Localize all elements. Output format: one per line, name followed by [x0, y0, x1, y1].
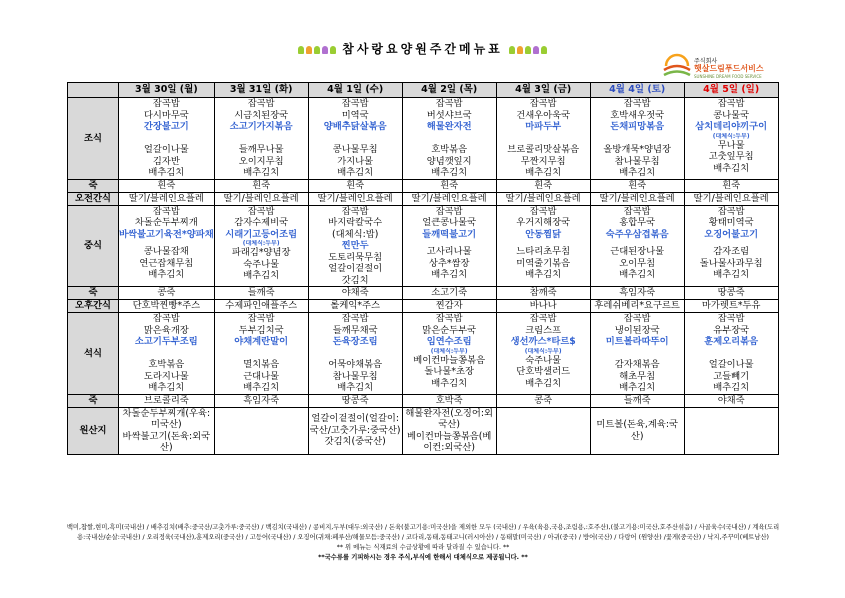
menu-item: 잡곡밥	[435, 98, 463, 109]
menu-item: 배추김치	[525, 377, 562, 389]
menu-item: 임연수조림	[426, 336, 472, 347]
menu-item: 배추김치	[713, 269, 750, 280]
menu-item: 마파두부	[525, 121, 562, 132]
row-label-porridge2: 죽	[68, 287, 119, 300]
menu-cell: 찐감자	[402, 300, 496, 313]
row-label-origin: 원산지	[68, 407, 119, 454]
menu-item	[591, 133, 684, 145]
menu-item: 숙주나물	[243, 258, 280, 270]
menu-cell: 바나나	[496, 300, 590, 313]
menu-cell: 흑임자죽	[214, 394, 308, 407]
menu-item: 오이지무침	[238, 155, 284, 167]
menu-cell: 참깨죽	[496, 287, 590, 300]
menu-cell: 땅콩죽	[684, 287, 778, 300]
origin-cell: 미트볼(돈육,계육:국산)	[590, 407, 684, 454]
menu-item	[685, 348, 778, 360]
menu-item: 잡곡밥	[247, 205, 275, 217]
menu-item: 배추김치	[337, 167, 374, 178]
meal-row-snack1	[68, 192, 779, 205]
menu-cell	[402, 205, 496, 287]
origin-row	[68, 407, 779, 454]
menu-item: 바지락칼국수	[328, 217, 383, 228]
menu-item: 배추김치	[243, 382, 280, 393]
substitute-note: (대체식:두부)	[712, 132, 750, 140]
menu-item: 잡곡밥	[529, 205, 557, 217]
menu-item: 배추김치	[431, 377, 468, 389]
menu-cell: 콩죽	[496, 394, 590, 407]
notice-text: ** 위 메뉴는 식재료의 수급상황에 따라 달라질 수 있습니다. **	[336, 544, 510, 551]
menu-item: 냉이된장국	[614, 324, 660, 336]
menu-item: 어묵야채볶음	[328, 359, 383, 370]
menu-cell: 딸기/블레인요플레	[119, 192, 215, 205]
menu-cell	[308, 98, 402, 180]
menu-item: 감자조림	[713, 246, 750, 257]
menu-cell	[590, 205, 684, 287]
menu-item	[309, 133, 402, 145]
menu-item: 도토리묵무침	[328, 251, 383, 263]
menu-item: 무나물	[717, 139, 745, 151]
menu-item	[591, 348, 684, 360]
menu-cell: 마가렛트*두유	[684, 300, 778, 313]
menu-cell: 흰죽	[684, 179, 778, 192]
menu-item: 삼치데리야끼구이	[695, 121, 768, 132]
menu-item: (대체식:밥)	[332, 228, 379, 240]
menu-item: 돈육장조림	[332, 336, 378, 347]
menu-item: 얼갈이겉절이	[328, 263, 383, 274]
menu-item: 두부김치국	[238, 324, 284, 336]
menu-item: 잡곡밥	[152, 205, 180, 217]
menu-item: 돈채피망볶음	[610, 121, 665, 132]
menu-item: 소고기가지볶음	[229, 121, 293, 132]
menu-item: 무짠지무침	[520, 155, 566, 167]
menu-cell	[214, 205, 308, 287]
menu-item: 고춧잎무침	[708, 151, 754, 162]
menu-cell: 흰죽	[119, 179, 215, 192]
flower-decoration-icon	[508, 39, 548, 58]
meal-row-snack2	[68, 300, 779, 313]
menu-cell	[590, 98, 684, 180]
menu-item: 잡곡밥	[435, 313, 463, 324]
menu-item: 호박볶음	[431, 144, 468, 155]
row-label-breakfast: 조식	[68, 98, 119, 180]
menu-item: 잡곡밥	[341, 205, 369, 217]
menu-cell: 흰죽	[308, 179, 402, 192]
menu-item: 안동찜닭	[525, 228, 562, 240]
row-label-lunch: 중식	[68, 205, 119, 287]
menu-item: 고사리나물	[426, 246, 472, 257]
menu-item: 들깨무채국	[332, 324, 378, 336]
menu-item	[215, 133, 308, 145]
menu-item: 배추김치	[148, 167, 185, 178]
row-label-snack2: 오후간식	[68, 300, 119, 313]
date-header-7: 4월 5일 (일)	[684, 83, 778, 98]
menu-cell: 흰죽	[590, 179, 684, 192]
menu-item: 돌나물사과무침	[699, 257, 763, 269]
menu-item: 배추김치	[713, 382, 750, 393]
menu-item: 배추김치	[337, 382, 374, 393]
menu-item: 들깨떡불고기	[422, 228, 477, 240]
row-label-porridge1: 죽	[68, 179, 119, 192]
menu-item: 콩나물국	[713, 109, 750, 121]
flower-decoration-icon	[297, 39, 337, 58]
menu-item: 다시마무국	[143, 109, 189, 121]
menu-cell: 흰죽	[496, 179, 590, 192]
page-title: 참사랑요양원주간메뉴표	[342, 42, 503, 56]
menu-item: 미트볼라따뚜이	[605, 336, 669, 347]
date-header-3: 4월 1일 (수)	[308, 83, 402, 98]
company-logo: 주식회사 햇살드림푸드서비스 SUNSHINE DREAM FOOD SERVICE	[662, 50, 772, 82]
menu-item: 배추김치	[148, 382, 185, 393]
meal-row-porridge1	[68, 179, 779, 192]
menu-cell: 브로콜리죽	[119, 394, 215, 407]
menu-item: 버섯샤브국	[426, 109, 472, 121]
menu-item: 호박볶음	[148, 359, 185, 370]
menu-item: 시금치된장국	[234, 109, 289, 121]
menu-item: 고들빼기	[713, 370, 750, 382]
notice-bold-text: **국수류를 기피하시는 경우 주식,부식에 한해서 대체식으로 제공됩니다. **	[318, 553, 528, 561]
menu-cell: 단호박찐빵*주스	[119, 300, 215, 313]
menu-item: 콩나물무침	[332, 144, 378, 155]
menu-cell	[119, 205, 215, 287]
menu-item: 크림스프	[525, 324, 562, 336]
menu-cell	[119, 98, 215, 180]
menu-cell: 후레쉬베리*요구르트	[590, 300, 684, 313]
menu-cell: 호박죽	[402, 394, 496, 407]
menu-cell	[308, 205, 402, 287]
menu-item: 잡곡밥	[152, 98, 180, 109]
menu-item: 파래김*양념장	[231, 247, 291, 258]
menu-item: 오징어불고기	[704, 228, 759, 240]
menu-item: 배추김치	[243, 167, 280, 178]
meal-row-porridge2	[68, 287, 779, 300]
menu-item: 잡곡밥	[341, 313, 369, 324]
menu-item: 맑은순두부국	[422, 324, 477, 336]
corner-cell	[68, 83, 119, 98]
origin-cell	[684, 407, 778, 454]
menu-item: 홍합무국	[619, 217, 656, 228]
menu-item: 배추김치	[619, 167, 656, 178]
meal-row-breakfast	[68, 98, 779, 180]
menu-item: 양배추닭살볶음	[323, 121, 387, 132]
menu-item: 멸치볶음	[243, 359, 280, 370]
menu-item: 베이컨마늘쫑볶음	[413, 354, 486, 366]
menu-item: 맑은육개장	[143, 324, 189, 336]
menu-item: 잡곡밥	[623, 205, 651, 217]
menu-cell: 야채죽	[308, 287, 402, 300]
menu-item: 배추김치	[525, 167, 562, 178]
menu-item: 감자수제비국	[234, 217, 289, 228]
menu-item	[215, 348, 308, 360]
menu-cell: 소고기죽	[402, 287, 496, 300]
menu-cell	[684, 313, 778, 395]
date-header-row	[68, 83, 779, 98]
menu-item: 배추김치	[713, 162, 750, 174]
menu-cell: 콩죽	[119, 287, 215, 300]
menu-item: 잡곡밥	[247, 98, 275, 109]
menu-item: 오이무침	[619, 257, 656, 269]
menu-item: 연근잡채무침	[139, 257, 194, 269]
date-header-4: 4월 2일 (목)	[402, 83, 496, 98]
substitute-note: (대체식:두부)	[524, 347, 562, 355]
menu-item	[497, 133, 590, 145]
menu-item: 김자반	[152, 155, 180, 167]
menu-cell: 딸기/블레인요플레	[496, 192, 590, 205]
menu-cell: 딸기/블레인요플레	[214, 192, 308, 205]
menu-item: 야채계란말이	[234, 336, 289, 347]
date-header-2: 3월 31일 (화)	[214, 83, 308, 98]
menu-item: 브로콜리맛살볶음	[507, 144, 580, 155]
menu-cell: 들깨죽	[214, 287, 308, 300]
origin-cell: 해물완자전(오징어:외국산) 베이컨마늘쫑볶음(베이컨:외국산)	[402, 407, 496, 454]
menu-item	[119, 133, 214, 145]
row-label-dinner: 석식	[68, 313, 119, 395]
date-header-6: 4월 4일 (토)	[590, 83, 684, 98]
menu-item: 참나물무침	[614, 155, 660, 167]
weekly-menu-table	[67, 82, 779, 455]
date-header-1: 3월 30일 (월)	[119, 83, 215, 98]
menu-item: 참나물무침	[332, 370, 378, 382]
menu-cell: 땅콩죽	[308, 394, 402, 407]
menu-item: 잡곡밥	[247, 313, 275, 324]
menu-item: 올방개묵*양념장	[603, 144, 671, 155]
menu-cell	[214, 313, 308, 395]
menu-cell: 딸기/블레인요플레	[308, 192, 402, 205]
menu-cell: 흰죽	[214, 179, 308, 192]
origin-cell	[496, 407, 590, 454]
menu-item: 도라지나물	[143, 370, 189, 382]
origin-cell	[214, 407, 308, 454]
menu-item: 우거지해장국	[516, 217, 571, 228]
menu-cell	[308, 313, 402, 395]
menu-cell: 야채죽	[684, 394, 778, 407]
menu-item	[119, 348, 214, 360]
menu-item: 잡곡밥	[152, 313, 180, 324]
menu-item: 잡곡밥	[717, 313, 745, 324]
menu-cell	[496, 313, 590, 395]
menu-item: 가지나물	[337, 155, 374, 167]
menu-cell: 딸기/블레인요플레	[402, 192, 496, 205]
menu-item: 생선까스*타르$	[510, 336, 576, 347]
origin-cell: 차돌순두부찌개(우육:미국산) 바싹불고기(돈육:외국산)	[119, 407, 215, 454]
menu-item: 숙주우삼겹볶음	[605, 228, 669, 240]
menu-item: 갓김치	[341, 274, 369, 286]
menu-item: 바싹불고기육전*양파채	[119, 228, 214, 240]
menu-item: 배추김치	[148, 269, 185, 280]
menu-cell	[496, 98, 590, 180]
meal-row-lunch	[68, 205, 779, 287]
menu-item: 해초무침	[619, 370, 656, 382]
menu-item: 간장불고기	[143, 121, 189, 132]
menu-item: 건새우아욱국	[516, 109, 571, 121]
date-header-5: 4월 3일 (금)	[496, 83, 590, 98]
meal-row-dinner	[68, 313, 779, 395]
menu-item: 시래기고등어조림	[225, 228, 298, 240]
menu-item: 상추*쌈장	[428, 257, 470, 269]
menu-item: 단호박샐러드	[516, 366, 571, 377]
menu-item: 배추김치	[431, 269, 468, 280]
menu-item: 잡곡밥	[623, 98, 651, 109]
menu-item: 잡곡밥	[529, 313, 557, 324]
menu-item: 호박새우젓국	[610, 109, 665, 121]
row-label-porridge3: 죽	[68, 394, 119, 407]
menu-item: 감자채볶음	[614, 359, 660, 370]
menu-cell	[402, 313, 496, 395]
menu-cell: 롤케익*주스	[308, 300, 402, 313]
menu-item: 배추김치	[431, 167, 468, 178]
menu-item: 배추김치	[525, 269, 562, 280]
origin-note: 백미,찹쌀,현미,흑미(국내산) / 배추김치(배추:중국산/고춧가루:중국산) / 백김치(국내산) / 콩비지,두부(대두:외국산) / 돈육(불고기용:미국산)을 제외한 모두 (국내산) / 우육(육용,국용,조림용,:호주산),(불고기용:미국산,호주산섞음) / 사골육수(국내산) / 계육(도리용:국내산/순살:국내산) / 오리정육(국내산),훈제오리(중국산) / 고등어(국내산) / 오징어(귀채:페루산/해물모듬:중국산) / 코다리,동태,동태고니(러시아산) / 동태말(미국산) / 아귀(중국) / 방어(국산) / 다랑어 (원양산) /꽃게(중국산) / 낙지,주꾸미(베트남산)	[66, 524, 780, 541]
menu-item: 잡곡밥	[717, 98, 745, 109]
menu-item: 근대된장나물	[610, 246, 665, 257]
menu-cell	[402, 98, 496, 180]
menu-item: 배추김치	[619, 269, 656, 280]
menu-item: 얼갈이나물	[143, 144, 189, 155]
menu-item: 해물완자전	[426, 121, 472, 132]
menu-item	[309, 348, 402, 360]
menu-item: 잡곡밥	[529, 98, 557, 109]
menu-item: 미역국	[341, 109, 369, 121]
menu-item: 잡곡밥	[341, 98, 369, 109]
substitute-note: (대체식:두부)	[430, 347, 468, 355]
menu-item: 양념깻잎지	[426, 155, 472, 167]
menu-item: 숙주나물	[525, 354, 562, 366]
menu-cell: 흑임자죽	[590, 287, 684, 300]
menu-cell	[496, 205, 590, 287]
menu-item: 미역줄기볶음	[516, 257, 571, 269]
sun-logo-icon	[662, 50, 692, 78]
menu-item: 배추김치	[619, 382, 656, 393]
menu-item: 콩나물잡채	[143, 246, 189, 257]
menu-cell	[590, 313, 684, 395]
menu-item: 얼큰콩나물국	[422, 217, 477, 228]
menu-cell: 들깨죽	[590, 394, 684, 407]
menu-cell: 딸기/블레인요플레	[590, 192, 684, 205]
menu-item: 잡곡밥	[435, 205, 463, 217]
menu-item: 차돌순두부찌개	[134, 217, 198, 228]
menu-item: 훈제오리볶음	[704, 336, 759, 347]
menu-item: 배추김치	[243, 270, 280, 281]
menu-cell: 딸기/블레인요플레	[684, 192, 778, 205]
menu-cell: 흰죽	[402, 179, 496, 192]
menu-cell	[214, 98, 308, 180]
menu-item: 얼갈이나물	[708, 359, 754, 370]
menu-cell: 수제파인애플주스	[214, 300, 308, 313]
origin-cell: 얼갈이겉절이(얼갈이:국산/고춧가루:중국산) 갓김치(중국산)	[308, 407, 402, 454]
menu-cell	[684, 98, 778, 180]
menu-item: 잡곡밥	[623, 313, 651, 324]
menu-item: 근대나물	[243, 370, 280, 382]
row-label-snack1: 오전간식	[68, 192, 119, 205]
menu-item: 느타리초무침	[516, 246, 571, 257]
menu-cell	[119, 313, 215, 395]
menu-item: 유부장국	[713, 324, 750, 336]
substitute-note: (대체식:두부)	[242, 240, 280, 247]
menu-item: 황태미역국	[708, 217, 754, 228]
menu-item: 들깨무나물	[238, 144, 284, 155]
menu-cell	[684, 205, 778, 287]
meal-row-porridge3	[68, 394, 779, 407]
menu-item: 돌나물*초장	[424, 366, 474, 377]
menu-item: 찐만두	[341, 240, 369, 251]
menu-item: 잡곡밥	[717, 205, 745, 217]
menu-item: 소고기두부조림	[134, 336, 198, 347]
footer-notes	[66, 523, 780, 562]
menu-item	[403, 133, 496, 145]
